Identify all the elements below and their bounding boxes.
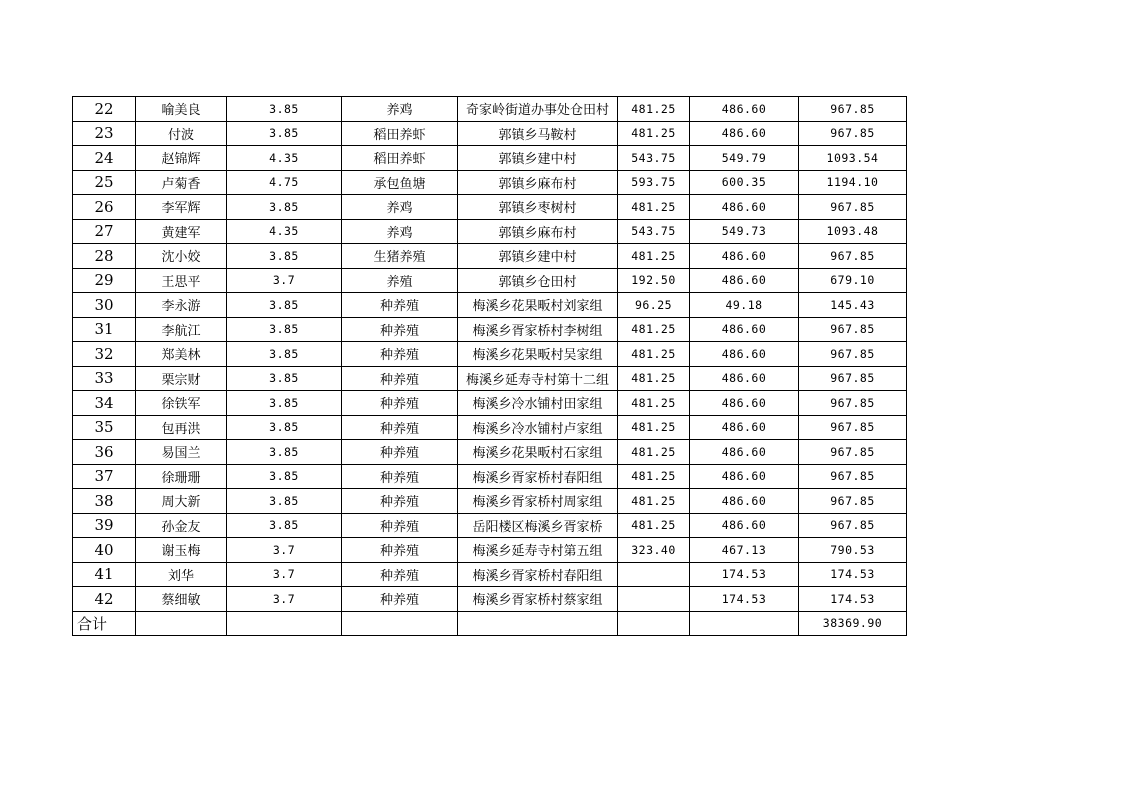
amount-b: 174.53 (690, 562, 799, 587)
row-number: 37 (73, 464, 136, 489)
row-total: 967.85 (799, 97, 907, 122)
rate-value: 3.85 (227, 121, 342, 146)
table-row (73, 121, 907, 146)
amount-a: 481.25 (618, 366, 690, 391)
person-name: 谢玉梅 (136, 538, 227, 563)
row-total: 1093.48 (799, 219, 907, 244)
table-row (73, 391, 907, 416)
rate-value: 3.85 (227, 317, 342, 342)
location: 梅溪乡花果畈村刘家组 (458, 293, 618, 318)
amount-b: 486.60 (690, 440, 799, 465)
table-row (73, 317, 907, 342)
rate-value: 3.85 (227, 97, 342, 122)
row-total: 967.85 (799, 391, 907, 416)
rate-value: 3.7 (227, 562, 342, 587)
rate-value: 3.85 (227, 244, 342, 269)
location: 奇家岭街道办事处仓田村 (458, 97, 618, 122)
row-number: 29 (73, 268, 136, 293)
person-name: 卢菊香 (136, 170, 227, 195)
subsidy-ledger-table (72, 96, 907, 636)
person-name: 蔡细敏 (136, 587, 227, 612)
location: 梅溪乡胥家桥村李树组 (458, 317, 618, 342)
rate-value: 3.7 (227, 587, 342, 612)
person-name: 易国兰 (136, 440, 227, 465)
row-total: 967.85 (799, 317, 907, 342)
location: 郭镇乡建中村 (458, 146, 618, 171)
location: 梅溪乡花果畈村石家组 (458, 440, 618, 465)
amount-b: 486.60 (690, 268, 799, 293)
location: 梅溪乡延寿寺村第五组 (458, 538, 618, 563)
person-name: 孙金友 (136, 513, 227, 538)
table-row (73, 342, 907, 367)
row-number: 36 (73, 440, 136, 465)
table-row (73, 244, 907, 269)
amount-b: 549.79 (690, 146, 799, 171)
business-type: 种养殖 (342, 391, 458, 416)
rate-value: 3.85 (227, 195, 342, 220)
total-label: 合计 (73, 611, 136, 636)
row-total: 967.85 (799, 464, 907, 489)
rate-value: 3.85 (227, 513, 342, 538)
business-type: 种养殖 (342, 489, 458, 514)
business-type: 种养殖 (342, 587, 458, 612)
row-number: 25 (73, 170, 136, 195)
amount-b: 486.60 (690, 97, 799, 122)
amount-b: 174.53 (690, 587, 799, 612)
person-name: 喻美良 (136, 97, 227, 122)
amount-a: 481.25 (618, 464, 690, 489)
row-total: 174.53 (799, 587, 907, 612)
row-number: 22 (73, 97, 136, 122)
person-name: 赵锦辉 (136, 146, 227, 171)
row-total: 967.85 (799, 244, 907, 269)
amount-a: 481.25 (618, 391, 690, 416)
row-number: 35 (73, 415, 136, 440)
location: 郭镇乡仓田村 (458, 268, 618, 293)
person-name: 付波 (136, 121, 227, 146)
table-row (73, 562, 907, 587)
person-name: 沈小姣 (136, 244, 227, 269)
business-type: 养鸡 (342, 97, 458, 122)
row-total: 967.85 (799, 440, 907, 465)
rate-value: 4.35 (227, 146, 342, 171)
person-name: 郑美林 (136, 342, 227, 367)
person-name: 徐珊珊 (136, 464, 227, 489)
row-total: 967.85 (799, 121, 907, 146)
amount-a: 543.75 (618, 146, 690, 171)
row-total: 967.85 (799, 513, 907, 538)
empty-cell (227, 611, 342, 636)
table-row (73, 97, 907, 122)
row-total: 967.85 (799, 366, 907, 391)
location: 梅溪乡胥家桥村蔡家组 (458, 587, 618, 612)
row-number: 32 (73, 342, 136, 367)
rate-value: 3.85 (227, 391, 342, 416)
rate-value: 3.85 (227, 440, 342, 465)
business-type: 养鸡 (342, 219, 458, 244)
rate-value: 4.75 (227, 170, 342, 195)
location: 梅溪乡花果畈村吴家组 (458, 342, 618, 367)
location: 郭镇乡枣树村 (458, 195, 618, 220)
row-total: 967.85 (799, 489, 907, 514)
row-number: 31 (73, 317, 136, 342)
amount-b: 486.60 (690, 366, 799, 391)
location: 梅溪乡胥家桥村春阳组 (458, 464, 618, 489)
business-type: 种养殖 (342, 562, 458, 587)
row-number: 27 (73, 219, 136, 244)
person-name: 徐铁军 (136, 391, 227, 416)
row-number: 38 (73, 489, 136, 514)
location: 岳阳楼区梅溪乡胥家桥 (458, 513, 618, 538)
grand-total-value: 38369.90 (799, 611, 907, 636)
location: 梅溪乡冷水铺村卢家组 (458, 415, 618, 440)
person-name: 包再洪 (136, 415, 227, 440)
business-type: 承包鱼塘 (342, 170, 458, 195)
amount-b: 486.60 (690, 464, 799, 489)
business-type: 种养殖 (342, 317, 458, 342)
business-type: 稻田养虾 (342, 146, 458, 171)
amount-b: 486.60 (690, 415, 799, 440)
table-row (73, 170, 907, 195)
table-row (73, 219, 907, 244)
empty-cell (342, 611, 458, 636)
location: 梅溪乡胥家桥村春阳组 (458, 562, 618, 587)
amount-a: 481.25 (618, 342, 690, 367)
amount-a: 543.75 (618, 219, 690, 244)
row-total: 967.85 (799, 195, 907, 220)
amount-b: 467.13 (690, 538, 799, 563)
rate-value: 3.85 (227, 342, 342, 367)
table-row (73, 366, 907, 391)
row-number: 34 (73, 391, 136, 416)
row-total: 967.85 (799, 342, 907, 367)
table-row (73, 268, 907, 293)
amount-a: 481.25 (618, 415, 690, 440)
amount-b: 486.60 (690, 513, 799, 538)
rate-value: 3.85 (227, 293, 342, 318)
row-number: 30 (73, 293, 136, 318)
row-total: 679.10 (799, 268, 907, 293)
person-name: 李航江 (136, 317, 227, 342)
amount-a: 481.25 (618, 121, 690, 146)
row-number: 42 (73, 587, 136, 612)
business-type: 种养殖 (342, 366, 458, 391)
person-name: 李军辉 (136, 195, 227, 220)
row-number: 39 (73, 513, 136, 538)
row-total: 174.53 (799, 562, 907, 587)
amount-a: 481.25 (618, 489, 690, 514)
row-number: 28 (73, 244, 136, 269)
amount-a: 481.25 (618, 440, 690, 465)
table-row (73, 513, 907, 538)
business-type: 种养殖 (342, 513, 458, 538)
row-number: 33 (73, 366, 136, 391)
amount-b: 486.60 (690, 244, 799, 269)
amount-b: 486.60 (690, 489, 799, 514)
row-number: 24 (73, 146, 136, 171)
amount-b: 600.35 (690, 170, 799, 195)
amount-a (618, 587, 690, 612)
rate-value: 4.35 (227, 219, 342, 244)
row-total: 1093.54 (799, 146, 907, 171)
table-row (73, 489, 907, 514)
amount-a: 323.40 (618, 538, 690, 563)
amount-a: 481.25 (618, 244, 690, 269)
table-row (73, 293, 907, 318)
row-number: 26 (73, 195, 136, 220)
row-total: 790.53 (799, 538, 907, 563)
table-row (73, 195, 907, 220)
amount-a: 96.25 (618, 293, 690, 318)
table-row (73, 464, 907, 489)
person-name: 黄建军 (136, 219, 227, 244)
person-name: 栗宗财 (136, 366, 227, 391)
amount-a: 192.50 (618, 268, 690, 293)
amount-a: 593.75 (618, 170, 690, 195)
business-type: 种养殖 (342, 415, 458, 440)
table-row (73, 146, 907, 171)
business-type: 养殖 (342, 268, 458, 293)
rate-value: 3.85 (227, 464, 342, 489)
business-type: 养鸡 (342, 195, 458, 220)
row-number: 40 (73, 538, 136, 563)
empty-cell (690, 611, 799, 636)
location: 梅溪乡延寿寺村第十二组 (458, 366, 618, 391)
business-type: 种养殖 (342, 293, 458, 318)
amount-b: 486.60 (690, 317, 799, 342)
location: 梅溪乡冷水铺村田家组 (458, 391, 618, 416)
amount-b: 486.60 (690, 195, 799, 220)
empty-cell (136, 611, 227, 636)
amount-b: 486.60 (690, 342, 799, 367)
person-name: 李永游 (136, 293, 227, 318)
location: 郭镇乡麻布村 (458, 219, 618, 244)
empty-cell (618, 611, 690, 636)
amount-a: 481.25 (618, 195, 690, 220)
amount-b: 49.18 (690, 293, 799, 318)
amount-a: 481.25 (618, 513, 690, 538)
table-row (73, 415, 907, 440)
business-type: 种养殖 (342, 440, 458, 465)
amount-b: 486.60 (690, 121, 799, 146)
table-row (73, 587, 907, 612)
empty-cell (458, 611, 618, 636)
rate-value: 3.85 (227, 415, 342, 440)
business-type: 生猪养殖 (342, 244, 458, 269)
row-total: 145.43 (799, 293, 907, 318)
person-name: 周大新 (136, 489, 227, 514)
person-name: 刘华 (136, 562, 227, 587)
table-row (73, 440, 907, 465)
row-total: 1194.10 (799, 170, 907, 195)
total-row (73, 611, 907, 636)
rate-value: 3.85 (227, 489, 342, 514)
business-type: 稻田养虾 (342, 121, 458, 146)
row-number: 23 (73, 121, 136, 146)
business-type: 种养殖 (342, 342, 458, 367)
business-type: 种养殖 (342, 464, 458, 489)
location: 郭镇乡马鞍村 (458, 121, 618, 146)
amount-a (618, 562, 690, 587)
rate-value: 3.7 (227, 268, 342, 293)
amount-b: 549.73 (690, 219, 799, 244)
location: 郭镇乡建中村 (458, 244, 618, 269)
business-type: 种养殖 (342, 538, 458, 563)
location: 郭镇乡麻布村 (458, 170, 618, 195)
row-number: 41 (73, 562, 136, 587)
amount-a: 481.25 (618, 317, 690, 342)
rate-value: 3.85 (227, 366, 342, 391)
table-body (73, 97, 907, 612)
amount-b: 486.60 (690, 391, 799, 416)
row-total: 967.85 (799, 415, 907, 440)
table-row (73, 538, 907, 563)
person-name: 王思平 (136, 268, 227, 293)
location: 梅溪乡胥家桥村周家组 (458, 489, 618, 514)
amount-a: 481.25 (618, 97, 690, 122)
rate-value: 3.7 (227, 538, 342, 563)
